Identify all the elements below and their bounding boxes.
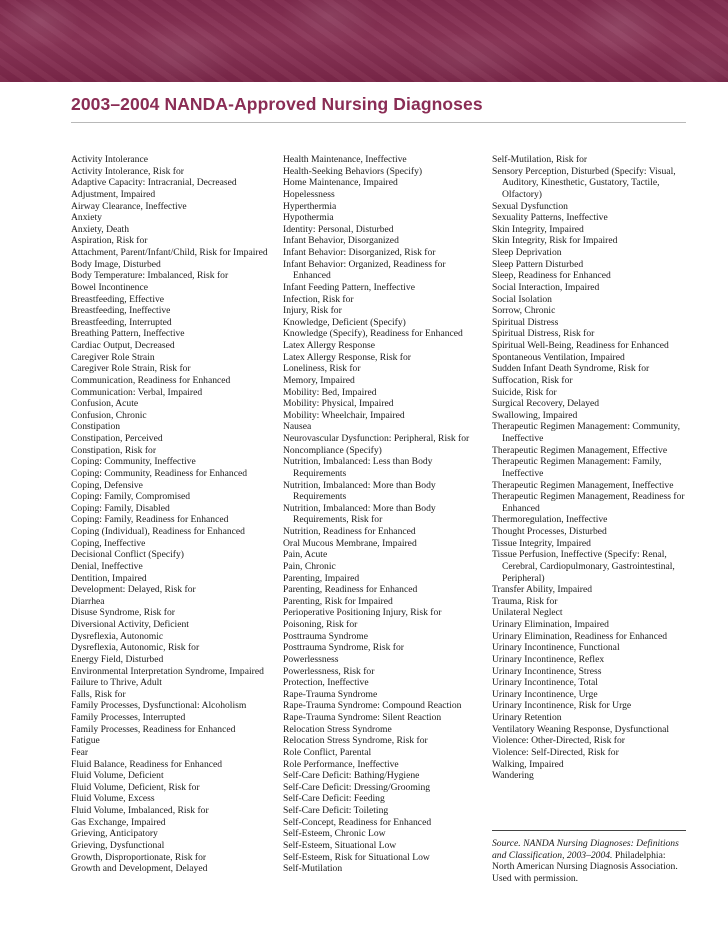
diagnosis-entry: Health Maintenance, Ineffective	[283, 154, 407, 165]
diagnosis-entry: Peripheral)	[502, 572, 545, 584]
diagnosis-entry: Spiritual Distress, Risk for	[492, 328, 595, 340]
decorative-header-banner	[0, 0, 728, 82]
diagnosis-entry: Suffocation, Risk for	[492, 374, 573, 386]
diagnosis-entry: Fear	[71, 746, 89, 758]
diagnosis-entry: Violence: Other-Directed, Risk for	[492, 735, 625, 747]
diagnosis-entry: Skin Integrity, Risk for Impaired	[492, 235, 618, 247]
diagnosis-entry: Perioperative Positioning Injury, Risk for	[283, 607, 442, 619]
diagnosis-entry: Relocation Stress Syndrome	[283, 723, 392, 735]
diagnosis-entry: Fatigue	[71, 735, 100, 747]
diagnosis-entry: Enhanced	[293, 270, 331, 282]
diagnosis-entry: Rape-Trauma Syndrome: Compound Reaction	[283, 700, 462, 712]
diagnosis-entry: Mobility: Physical, Impaired	[283, 398, 394, 410]
diagnosis-entry: Decisional Conflict (Specify)	[71, 549, 184, 561]
diagnosis-entry: Self-Care Deficit: Toileting	[283, 805, 389, 816]
diagnosis-entry: Caregiver Role Strain	[71, 351, 155, 363]
diagnosis-entry: Aspiration, Risk for	[71, 235, 148, 247]
diagnosis-entry: Rape-Trauma Syndrome	[283, 688, 378, 700]
diagnosis-entry: Urinary Incontinence, Reflex	[492, 653, 605, 665]
diagnosis-entry: Sleep Pattern Disturbed	[492, 258, 584, 270]
diagnosis-entry: Body Image, Disturbed	[71, 258, 161, 270]
diagnosis-entry: Wandering	[492, 770, 534, 782]
diagnosis-entry: Body Temperature: Imbalanced, Risk for	[71, 270, 229, 282]
diagnosis-entry: Social Interaction, Impaired	[492, 281, 600, 293]
diagnosis-entry: Fluid Volume, Imbalanced, Risk for	[71, 805, 209, 816]
diagnosis-entry: Infant Behavior: Disorganized, Risk for	[283, 247, 436, 258]
diagnosis-entry: Urinary Incontinence, Functional	[492, 642, 620, 654]
source-line-4: Used with permission.	[492, 872, 579, 884]
diagnosis-entry: Therapeutic Regimen Management: Community,	[492, 421, 681, 433]
diagnosis-entry: Knowledge, Deficient (Specify)	[283, 316, 406, 328]
diagnosis-entry: Confusion, Acute	[71, 398, 139, 410]
diagnosis-entry: Communication: Verbal, Impaired	[71, 386, 203, 398]
diagnosis-entry: Violence: Self-Directed, Risk for	[492, 746, 619, 758]
diagnosis-entry: Neurovascular Dysfunction: Peripheral, Risk for	[283, 433, 470, 444]
diagnosis-entry: Anxiety	[71, 212, 102, 224]
diagnosis-entry: Family Processes, Interrupted	[71, 712, 186, 723]
diagnosis-entry: Activity Intolerance	[71, 154, 148, 165]
diagnosis-entry: Diversional Activity, Deficient	[71, 619, 189, 630]
diagnosis-entry: Fluid Volume, Deficient, Risk for	[71, 781, 200, 793]
diagnosis-entry: Health-Seeking Behaviors (Specify)	[283, 165, 423, 177]
diagnosis-entry: Dysreflexia, Autonomic	[71, 630, 164, 642]
diagnosis-entry: Mobility: Wheelchair, Impaired	[283, 409, 405, 421]
diagnosis-entry: Dysreflexia, Autonomic, Risk for	[71, 642, 200, 654]
diagnosis-entry: Latex Allergy Response	[283, 340, 376, 351]
diagnosis-entry: Growth, Disproportionate, Risk for	[71, 851, 207, 863]
diagnosis-entry: Bowel Incontinence	[71, 281, 148, 293]
diagnosis-entry: Grieving, Anticipatory	[71, 828, 158, 840]
diagnosis-entry: Ventilatory Weaning Response, Dysfunctional	[492, 723, 670, 735]
diagnoses-column-3	[492, 154, 685, 782]
diagnosis-entry: Auditory, Kinesthetic, Gustatory, Tactile,	[502, 177, 660, 189]
diagnosis-entry: Infant Behavior, Disorganized	[283, 235, 399, 247]
diagnosis-entry: Powerlessness	[283, 653, 339, 665]
diagnosis-entry: Urinary Elimination, Impaired	[492, 619, 609, 630]
diagnosis-entry: Enhanced	[502, 502, 540, 514]
diagnosis-entry: Posttrauma Syndrome, Risk for	[283, 642, 404, 654]
diagnosis-entry: Urinary Incontinence, Stress	[492, 665, 602, 677]
diagnosis-entry: Therapeutic Regimen Management: Family,	[492, 456, 662, 468]
diagnosis-entry: Noncompliance (Specify)	[283, 444, 382, 456]
diagnosis-entry: Dentition, Impaired	[71, 572, 147, 584]
diagnosis-entry: Growth and Development, Delayed	[71, 863, 208, 875]
diagnosis-entry: Anxiety, Death	[71, 223, 129, 235]
diagnosis-entry: Thermoregulation, Ineffective	[492, 514, 608, 526]
diagnoses-column-1	[71, 154, 268, 875]
diagnosis-entry: Energy Field, Disturbed	[71, 653, 164, 665]
diagnosis-entry: Urinary Incontinence, Urge	[492, 688, 598, 700]
diagnosis-entry: Tissue Perfusion, Ineffective (Specify: Renal,	[492, 549, 667, 561]
title-divider	[71, 122, 686, 123]
diagnosis-entry: Ineffective	[502, 467, 544, 479]
diagnosis-entry: Unilateral Neglect	[492, 607, 563, 619]
diagnosis-entry: Parenting, Readiness for Enhanced	[283, 584, 418, 596]
diagnosis-entry: Walking, Impaired	[492, 758, 564, 770]
diagnosis-entry: Caregiver Role Strain, Risk for	[71, 363, 191, 375]
diagnosis-entry: Knowledge (Specify), Readiness for Enhanced	[283, 328, 463, 340]
diagnosis-entry: Infection, Risk for	[283, 293, 354, 305]
diagnosis-entry: Powerlessness, Risk for	[283, 665, 375, 677]
diagnosis-entry: Transfer Ability, Impaired	[492, 584, 593, 596]
diagnosis-entry: Cerebral, Cardiopulmonary, Gastrointestinal,	[502, 560, 675, 572]
diagnosis-entry: Swallowing, Impaired	[492, 409, 578, 421]
diagnosis-entry: Poisoning, Risk for	[283, 619, 358, 630]
diagnosis-entry: Fluid Volume, Deficient	[71, 770, 164, 782]
source-note	[492, 838, 692, 885]
diagnosis-entry: Protection, Ineffective	[283, 677, 369, 689]
diagnosis-entry: Communication, Readiness for Enhanced	[71, 374, 231, 386]
diagnosis-entry: Coping (Individual), Readiness for Enhanced	[71, 526, 245, 537]
diagnosis-entry: Suicide, Risk for	[492, 386, 557, 398]
source-line-3: North American Nursing Diagnosis Association.	[492, 861, 678, 873]
diagnosis-entry: Adaptive Capacity: Intracranial, Decreased	[71, 177, 237, 189]
diagnosis-entry: Failure to Thrive, Adult	[71, 677, 162, 689]
diagnosis-entry: Therapeutic Regimen Management, Effective	[492, 444, 668, 456]
diagnosis-entry: Coping: Family, Disabled	[71, 502, 170, 514]
diagnosis-entry: Breastfeeding, Interrupted	[71, 316, 172, 328]
diagnosis-entry: Falls, Risk for	[71, 688, 126, 700]
diagnosis-entry: Breastfeeding, Ineffective	[71, 305, 171, 317]
diagnosis-entry: Coping, Defensive	[71, 479, 143, 491]
diagnosis-entry: Pain, Chronic	[283, 560, 336, 572]
diagnosis-entry: Posttrauma Syndrome	[283, 630, 369, 642]
diagnosis-entry: Nausea	[283, 421, 312, 433]
diagnosis-entry: Tissue Integrity, Impaired	[492, 537, 591, 549]
diagnosis-entry: Constipation	[71, 421, 121, 433]
diagnosis-entry: Therapeutic Regimen Management, Readiness for	[492, 491, 685, 503]
source-divider	[492, 830, 686, 831]
diagnoses-column-2	[283, 154, 469, 875]
diagnosis-entry: Sorrow, Chronic	[492, 305, 556, 317]
diagnosis-entry: Airway Clearance, Ineffective	[71, 200, 187, 212]
source-line-2-italic: and Classification, 2003–2004.	[492, 849, 613, 861]
diagnosis-entry: Nutrition, Readiness for Enhanced	[283, 526, 416, 537]
source-line-1: Source. NANDA Nursing Diagnoses: Definitions	[492, 838, 679, 849]
diagnosis-entry: Hypothermia	[283, 212, 334, 224]
diagnosis-entry: Adjustment, Impaired	[71, 188, 156, 200]
diagnosis-entry: Relocation Stress Syndrome, Risk for	[283, 735, 428, 747]
diagnosis-entry: Memory, Impaired	[283, 374, 355, 386]
diagnosis-entry: Family Processes, Dysfunctional: Alcoholism	[71, 700, 247, 712]
diagnosis-entry: Fluid Balance, Readiness for Enhanced	[71, 758, 223, 770]
diagnosis-entry: Self-Esteem, Risk for Situational Low	[283, 851, 430, 863]
diagnosis-entry: Denial, Ineffective	[71, 560, 143, 572]
diagnosis-entry: Parenting, Risk for Impaired	[283, 595, 393, 607]
diagnosis-entry: Role Performance, Ineffective	[283, 758, 399, 770]
diagnosis-entry: Constipation, Risk for	[71, 444, 157, 456]
diagnosis-entry: Identity: Personal, Disturbed	[283, 223, 394, 235]
diagnosis-entry: Coping: Community, Readiness for Enhanced	[71, 467, 248, 479]
diagnosis-entry: Latex Allergy Response, Risk for	[283, 351, 411, 363]
diagnosis-entry: Requirements, Risk for	[293, 514, 383, 526]
diagnosis-entry: Nutrition, Imbalanced: More than Body	[283, 479, 436, 491]
diagnosis-entry: Disuse Syndrome, Risk for	[71, 607, 175, 619]
diagnosis-entry: Urinary Incontinence, Risk for Urge	[492, 700, 632, 712]
diagnosis-entry: Home Maintenance, Impaired	[283, 177, 398, 189]
diagnosis-entry: Coping: Community, Ineffective	[71, 456, 196, 468]
diagnosis-entry: Loneliness, Risk for	[283, 363, 361, 375]
diagnosis-entry: Development: Delayed, Risk for	[71, 584, 196, 596]
diagnosis-entry: Pain, Acute	[283, 549, 328, 561]
diagnosis-entry: Self-Esteem, Situational Low	[283, 839, 397, 851]
diagnosis-entry: Trauma, Risk for	[492, 595, 558, 607]
source-line-2-rest: Philadelphia:	[612, 849, 666, 861]
diagnosis-entry: Coping: Family, Readiness for Enhanced	[71, 514, 229, 526]
diagnosis-entry: Cardiac Output, Decreased	[71, 340, 175, 351]
diagnosis-entry: Urinary Elimination, Readiness for Enhanced	[492, 630, 668, 642]
diagnosis-entry: Coping: Family, Compromised	[71, 491, 191, 503]
diagnosis-entry: Sleep, Readiness for Enhanced	[492, 270, 611, 282]
diagnosis-entry: Self-Care Deficit: Dressing/Grooming	[283, 781, 431, 793]
diagnosis-entry: Self-Concept, Readiness for Enhanced	[283, 816, 432, 828]
diagnosis-entry: Confusion, Chronic	[71, 409, 147, 421]
diagnosis-entry: Requirements	[293, 491, 347, 503]
diagnosis-entry: Self-Mutilation	[283, 863, 343, 875]
diagnosis-entry: Infant Behavior: Organized, Readiness for	[283, 258, 446, 270]
diagnosis-entry: Self-Care Deficit: Feeding	[283, 793, 385, 805]
diagnosis-entry: Thought Processes, Disturbed	[492, 526, 607, 537]
diagnosis-entry: Breastfeeding, Effective	[71, 293, 165, 305]
diagnosis-entry: Hyperthermia	[283, 200, 337, 212]
diagnosis-entry: Parenting, Impaired	[283, 572, 360, 584]
diagnosis-entry: Requirements	[293, 467, 347, 479]
diagnosis-entry: Nutrition, Imbalanced: Less than Body	[283, 456, 433, 468]
diagnosis-entry: Skin Integrity, Impaired	[492, 223, 584, 235]
diagnosis-entry: Infant Feeding Pattern, Ineffective	[283, 281, 415, 293]
diagnosis-entry: Sexuality Patterns, Ineffective	[492, 212, 608, 224]
diagnosis-entry: Urinary Incontinence, Total	[492, 677, 598, 689]
diagnosis-entry: Grieving, Dysfunctional	[71, 839, 165, 851]
diagnosis-entry: Oral Mucous Membrane, Impaired	[283, 537, 417, 549]
diagnosis-entry: Breathing Pattern, Ineffective	[71, 328, 185, 340]
diagnosis-entry: Environmental Interpretation Syndrome, Impaired	[71, 665, 264, 677]
diagnosis-entry: Sudden Infant Death Syndrome, Risk for	[492, 363, 650, 375]
diagnosis-entry: Self-Care Deficit: Bathing/Hygiene	[283, 770, 420, 782]
diagnosis-entry: Social Isolation	[492, 293, 552, 305]
source-line-2	[492, 850, 692, 862]
diagnosis-entry: Diarrhea	[71, 595, 105, 607]
diagnosis-entry: Sleep Deprivation	[492, 247, 562, 258]
diagnosis-entry: Self-Esteem, Chronic Low	[283, 828, 386, 840]
diagnosis-entry: Constipation, Perceived	[71, 433, 163, 444]
diagnosis-entry: Coping, Ineffective	[71, 537, 146, 549]
diagnosis-entry: Spiritual Distress	[492, 316, 559, 328]
diagnosis-entry: Attachment, Parent/Infant/Child, Risk for Impaired	[71, 247, 268, 258]
diagnosis-entry: Spiritual Well-Being, Readiness for Enhanced	[492, 340, 669, 351]
diagnosis-entry: Nutrition, Imbalanced: More than Body	[283, 502, 436, 514]
diagnosis-entry: Olfactory)	[502, 188, 542, 200]
diagnosis-entry: Mobility: Bed, Impaired	[283, 386, 377, 398]
diagnosis-entry: Ineffective	[502, 433, 544, 444]
diagnosis-entry: Activity Intolerance, Risk for	[71, 165, 184, 177]
diagnosis-entry: Fluid Volume, Excess	[71, 793, 155, 805]
page-title: 2003–2004 NANDA-Approved Nursing Diagnoses	[71, 94, 483, 114]
diagnosis-entry: Injury, Risk for	[283, 305, 342, 317]
diagnosis-entry: Role Conflict, Parental	[283, 746, 372, 758]
diagnosis-entry: Spontaneous Ventilation, Impaired	[492, 351, 625, 363]
diagnosis-entry: Gas Exchange, Impaired	[71, 816, 166, 828]
diagnosis-entry: Sensory Perception, Disturbed (Specify: Visual,	[492, 165, 676, 177]
diagnosis-entry: Urinary Retention	[492, 712, 562, 723]
diagnosis-entry: Surgical Recovery, Delayed	[492, 398, 600, 410]
diagnosis-entry: Hopelessness	[283, 188, 335, 200]
diagnosis-entry: Family Processes, Readiness for Enhanced	[71, 723, 236, 735]
diagnosis-entry: Rape-Trauma Syndrome: Silent Reaction	[283, 712, 442, 723]
diagnosis-entry: Therapeutic Regimen Management, Ineffective	[492, 479, 674, 491]
diagnosis-entry: Self-Mutilation, Risk for	[492, 154, 588, 165]
diagnosis-entry: Sexual Dysfunction	[492, 200, 568, 212]
